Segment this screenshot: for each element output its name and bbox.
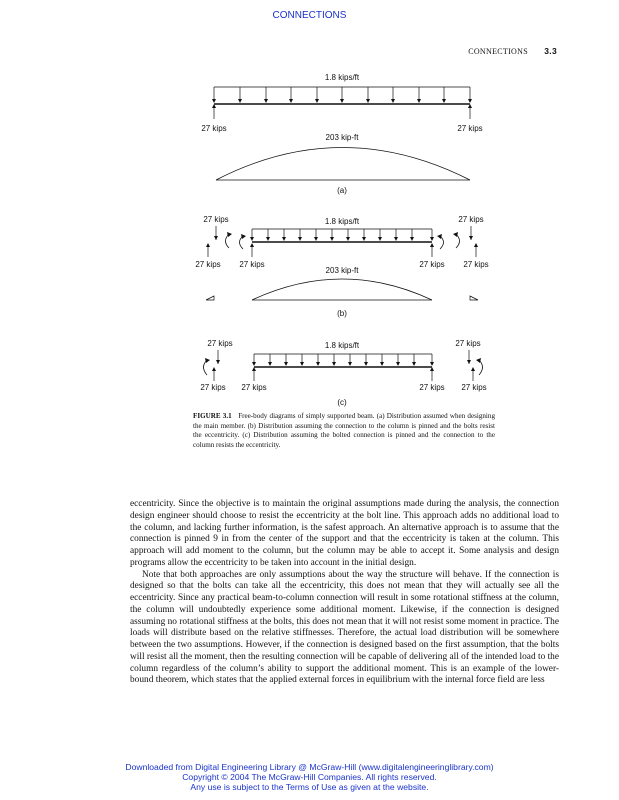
panel-b-left-outer-arrow — [206, 243, 210, 247]
panel-c-left-outer-label: 27 kips — [200, 383, 226, 392]
panel-b-moment-curve — [252, 279, 432, 300]
figure-caption-text: Free-body diagrams of simply supported beam. (a) Distribution assumed when designing the main member. (b) Distribution assuming the connection to the column is pinned and the bolts resist the eccentricity. (c) Distribution assuming the bolted connection is pinned and the connection to the column resists the eccentricity. — [193, 412, 495, 449]
footer-notice[interactable] — [0, 762, 619, 792]
panel-c-right-outer-arrow — [471, 367, 475, 371]
top-connections-link[interactable]: CONNECTIONS — [272, 10, 347, 21]
panel-a-left-reaction-label: 27 kips — [201, 124, 227, 133]
panel-c-right-outer-label: 27 kips — [461, 383, 487, 392]
running-head — [468, 46, 557, 56]
panel-b-label: (b) — [337, 309, 347, 318]
panel-b-moment-label: 203 kip-ft — [325, 266, 359, 275]
panel-c-top-left-arrow — [216, 360, 220, 364]
figure-caption-label: FIGURE 3.1 — [193, 412, 232, 420]
panel-c-label: (c) — [337, 398, 347, 407]
panel-a-load-arrows — [214, 87, 470, 100]
panel-a-right-reaction-label: 27 kips — [457, 124, 483, 133]
panel-c-left-inner-label: 27 kips — [241, 383, 267, 392]
panel-a-moment-label: 203 kip-ft — [325, 133, 359, 142]
page-number: 3.3 — [544, 46, 557, 56]
panel-b-top-left-load: 27 kips — [203, 215, 229, 224]
panel-b — [195, 215, 488, 318]
panel-b-right-inner-label: 27 kips — [419, 260, 445, 269]
panel-a-load-label: 1.8 kips/ft — [324, 73, 360, 82]
panel-c-load-label: 1.8 kips/ft — [324, 341, 360, 350]
panel-a — [201, 73, 482, 195]
panel-c-top-right-load: 27 kips — [455, 339, 481, 348]
running-head-title: CONNECTIONS — [468, 47, 528, 56]
panel-c-top-right-arrow — [467, 360, 471, 364]
panel-c-top-left-load: 27 kips — [207, 339, 233, 348]
paragraph: Note that both approaches are only assumptions about the way the structure will behave. If the connection is designed so that the bolts can take all the eccentricity, this does not mean that they will actually see all the eccentricity. Since any practical beam-to-column connection will result in some rotational stiffness at the column, the column will undoubtedly experience some additional moment. Likewise, if the connection is designed assuming no rotational stiffness at the bolts, this does not mean that it will not resist some moment in practice. The loads will distribute based on the relative stiffnesses. Therefore, the actual load distribution will be somewhere between the two assumptions. However, if the connection is designed based on the first assumption, that the bolts will resist all the moment, then the resulting connection will be capable of delivering all of the intended load to the column regardless of the column’s ability to support the additional moment. This is an example of the lower-bound theorem, which states that the applied external forces in equilibrium with the internal force field are less — [130, 569, 559, 686]
panel-c-right-inner-label: 27 kips — [419, 383, 445, 392]
panel-b-right-inner-arrow — [430, 243, 434, 247]
panel-b-top-right-arrow — [469, 236, 473, 240]
panel-b-left-inner-label: 27 kips — [239, 260, 265, 269]
figure-caption — [193, 412, 495, 450]
panel-b-top-left-arrow — [214, 236, 218, 240]
footer-terms[interactable]: Any use is subject to the Terms of Use as given at the website. — [190, 782, 429, 792]
panel-b-left-outer-label: 27 kips — [195, 260, 221, 269]
body-text — [130, 499, 559, 687]
panel-b-right-outer-label: 27 kips — [463, 260, 489, 269]
panel-c — [200, 339, 486, 407]
footer-copyright[interactable]: Copyright © 2004 The McGraw-Hill Companies. All rights reserved. — [182, 772, 437, 782]
paragraph: eccentricity. Since the objective is to maintain the original assumptions made during the analysis, the connection design engineer should choose to resist the eccentricity at the bolt line. This approach adds no additional load to the column, and lacking further information, is the safest approach. An alternative approach is to assume that the connection is pinned 9 in from the center of the support and that the eccentricity is taken at the column. This approach will add moment to the column, but the column may be able to accept it. Some analysis and design programs allow the eccentricity to be taken into account in the initial design. — [130, 499, 559, 568]
panel-c-left-outer-arrow — [212, 367, 216, 371]
panel-b-left-negative-moment — [206, 296, 214, 300]
panel-b-right-outer-arrow — [474, 243, 478, 247]
panel-b-left-inner-arrow — [250, 243, 254, 247]
panel-a-moment-curve — [216, 148, 470, 181]
figure-3-1 — [0, 60, 619, 410]
panel-a-label: (a) — [337, 186, 347, 195]
panel-b-top-right-load: 27 kips — [458, 215, 484, 224]
panel-b-load-label: 1.8 kips/ft — [324, 217, 360, 226]
panel-b-right-negative-moment — [470, 296, 478, 300]
footer-download-link[interactable]: Downloaded from Digital Engineering Library @ McGraw-Hill (www.digitalengineeringlibrary.com) — [125, 762, 494, 772]
